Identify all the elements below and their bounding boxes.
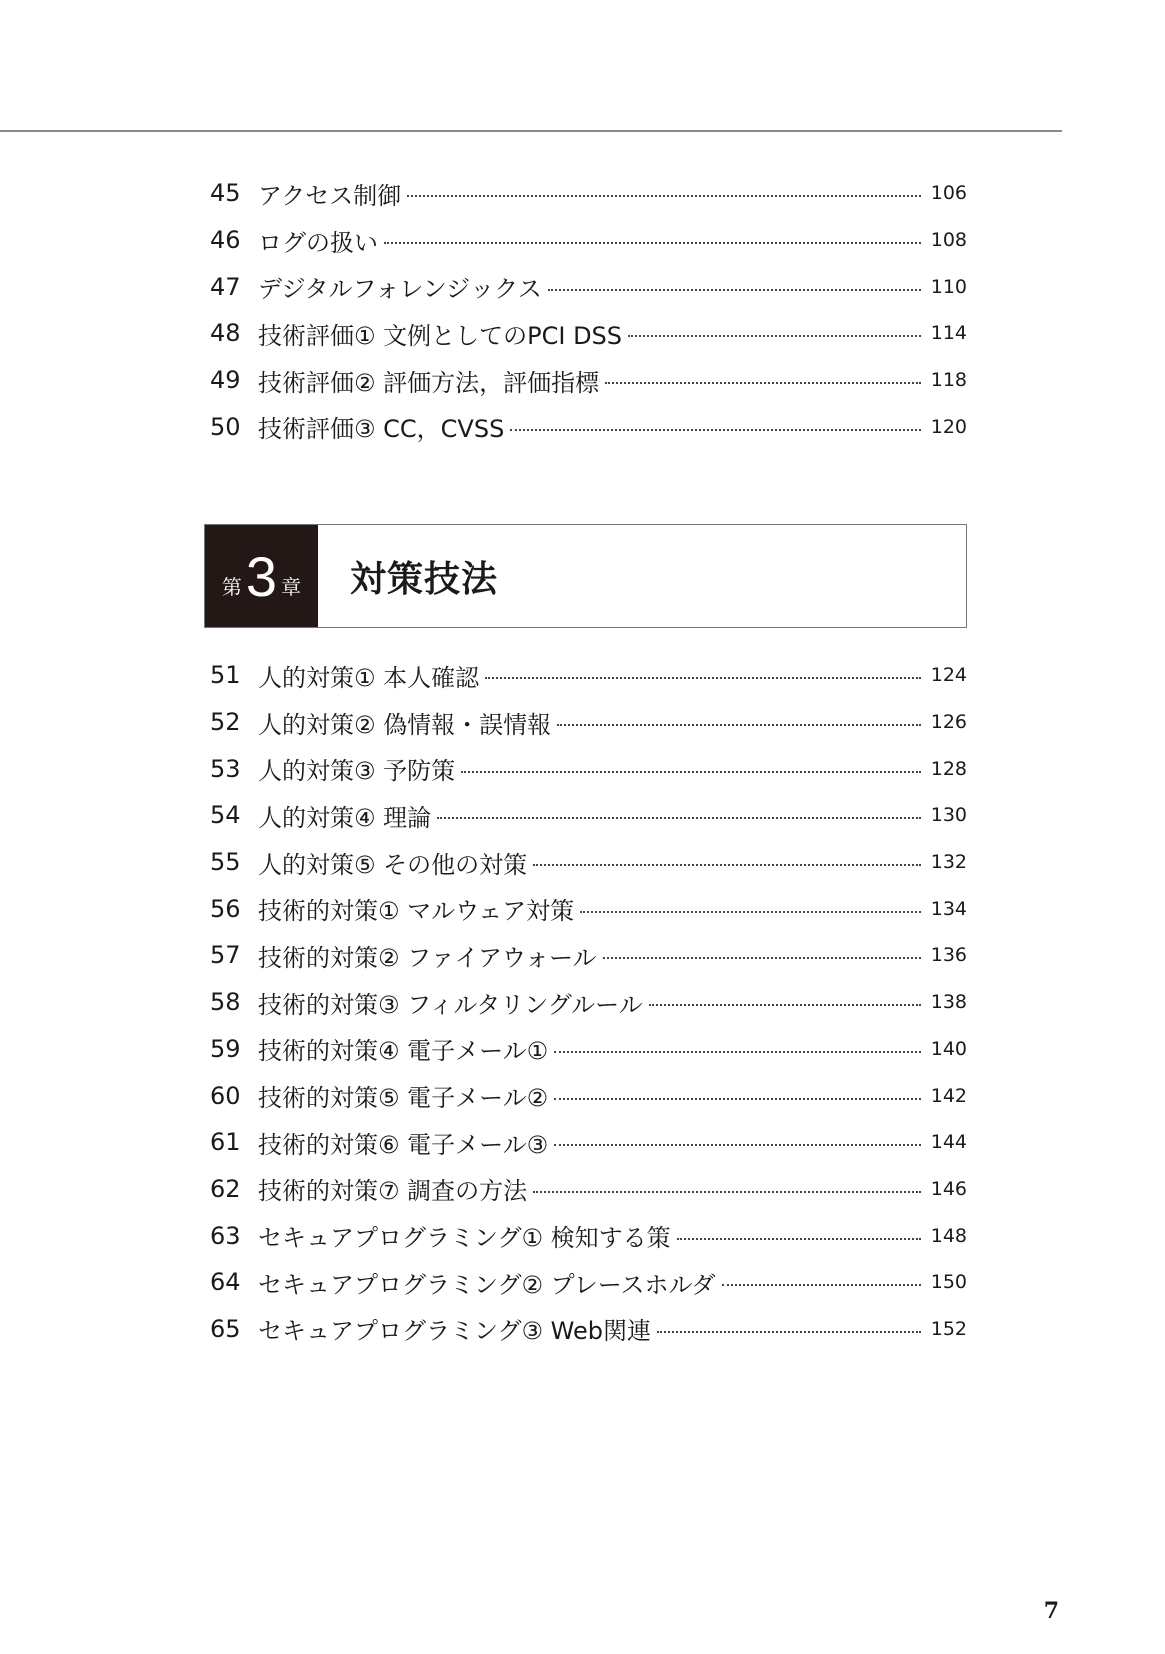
toc-entry-page: 150: [930, 1271, 967, 1294]
toc-entry[interactable]: [210, 979, 967, 1026]
chapter-prefix: 第: [221, 574, 242, 599]
toc-entry-title: 技術評価① 文例としてのPCI DSS: [258, 321, 623, 350]
toc-entry[interactable]: [210, 1259, 967, 1306]
toc-entry[interactable]: [210, 932, 967, 979]
toc-entry-page: 128: [930, 757, 967, 780]
toc-entry[interactable]: [210, 699, 967, 746]
chapter-label: [205, 525, 318, 627]
toc-entry-number: 60: [210, 1081, 241, 1110]
toc-entry-title: 技術的対策③ フィルタリングルール: [258, 990, 643, 1019]
toc-entry-page: 138: [930, 991, 967, 1014]
toc-entry[interactable]: [210, 403, 967, 450]
toc-leader-dots: [407, 195, 921, 197]
toc-leader-dots: [628, 335, 921, 337]
chapter-heading: [204, 524, 967, 628]
toc-entry-number: 46: [210, 226, 241, 255]
toc-entry[interactable]: [210, 745, 967, 792]
toc-entry[interactable]: [210, 839, 967, 886]
toc-entry[interactable]: [210, 170, 967, 217]
toc-entry-page: 120: [930, 415, 967, 438]
toc-entry-title: 人的対策① 本人確認: [258, 663, 480, 692]
toc-entry-number: 49: [210, 366, 241, 395]
toc-leader-dots: [649, 1004, 921, 1006]
toc-leader-dots: [722, 1284, 921, 1286]
toc-entry-page: 136: [930, 944, 967, 967]
toc-entry-number: 51: [210, 661, 241, 690]
toc-entry-page: 106: [930, 182, 967, 205]
toc-entry-number: 57: [210, 941, 241, 970]
toc-entry-page: 152: [930, 1317, 967, 1340]
toc-entry-page: 108: [930, 229, 967, 252]
toc-section-top: [210, 170, 967, 450]
toc-leader-dots: [384, 242, 921, 244]
toc-entry-page: 142: [930, 1084, 967, 1107]
toc-entry-number: 53: [210, 754, 241, 783]
toc-section-bottom: [210, 652, 967, 1352]
toc-entry-page: 114: [930, 322, 967, 345]
toc-entry[interactable]: [210, 357, 967, 404]
toc-leader-dots: [461, 771, 921, 773]
toc-leader-dots: [557, 724, 921, 726]
toc-entry[interactable]: [210, 263, 967, 310]
toc-entry-title: 人的対策② 偽情報・誤情報: [258, 710, 552, 739]
toc-entry-title: セキュアプログラミング③ Web関連: [258, 1317, 651, 1346]
toc-entry-title: 技術的対策② ファイアウォール: [258, 943, 597, 972]
toc-leader-dots: [657, 1331, 921, 1333]
toc-entry-title: 技術評価② 評価方法，評価指標: [258, 368, 600, 397]
toc-entry-number: 52: [210, 708, 241, 737]
toc-entry-number: 62: [210, 1174, 241, 1203]
toc-entry-title: セキュアプログラミング① 検知する策: [258, 1224, 671, 1253]
toc-entry-title: 人的対策③ 予防策: [258, 757, 456, 786]
toc-entry-page: 134: [930, 897, 967, 920]
toc-entry[interactable]: [210, 1026, 967, 1073]
toc-leader-dots: [437, 817, 921, 819]
toc-entry[interactable]: [210, 1212, 967, 1259]
toc-entry-title: セキュアプログラミング② プレースホルダ: [258, 1270, 716, 1299]
toc-entry-page: 140: [930, 1037, 967, 1060]
toc-entry-number: 48: [210, 319, 241, 348]
toc-entry[interactable]: [210, 1306, 967, 1353]
toc-entry-title: 技術的対策⑥ 電子メール③: [258, 1130, 549, 1159]
chapter-number: 3: [245, 544, 278, 608]
toc-entry-page: 144: [930, 1131, 967, 1154]
toc-entry-page: 146: [930, 1177, 967, 1200]
toc-leader-dots: [485, 677, 921, 679]
toc-entry-number: 56: [210, 894, 241, 923]
toc-entry[interactable]: [210, 652, 967, 699]
toc-entry-title: デジタルフォレンジックス: [258, 275, 542, 304]
toc-entry-page: 118: [930, 369, 967, 392]
toc-entry[interactable]: [210, 310, 967, 357]
toc-entry-title: 人的対策⑤ その他の対策: [258, 850, 528, 879]
toc-entry-title: 技術評価③ CC，CVSS: [258, 415, 505, 444]
toc-entry[interactable]: [210, 885, 967, 932]
header-rule: [0, 130, 1062, 132]
toc-entry-title: ログの扱い: [258, 228, 378, 257]
page-number: 7: [1043, 1598, 1059, 1624]
toc-leader-dots: [580, 911, 921, 913]
toc-entry-page: 124: [930, 664, 967, 687]
toc-entry[interactable]: [210, 792, 967, 839]
toc-leader-dots: [603, 957, 921, 959]
toc-entry-page: 130: [930, 804, 967, 827]
toc-entry-number: 47: [210, 272, 241, 301]
toc-entry-number: 45: [210, 179, 241, 208]
toc-entry-title: 技術的対策⑤ 電子メール②: [258, 1084, 549, 1113]
chapter-suffix: 章: [281, 574, 302, 599]
toc-entry[interactable]: [210, 1072, 967, 1119]
toc-entry-number: 64: [210, 1268, 241, 1297]
toc-leader-dots: [605, 382, 921, 384]
toc-entry-number: 55: [210, 848, 241, 877]
toc-entry-number: 50: [210, 412, 241, 441]
toc-entry-number: 65: [210, 1314, 241, 1343]
toc-entry-title: 技術的対策① マルウェア対策: [258, 897, 575, 926]
toc-entry-title: アクセス制御: [258, 181, 402, 210]
toc-entry-number: 63: [210, 1221, 241, 1250]
toc-entry[interactable]: [210, 1119, 967, 1166]
toc-leader-dots: [554, 1144, 921, 1146]
toc-leader-dots: [533, 864, 921, 866]
toc-entry-page: 148: [930, 1224, 967, 1247]
toc-entry-title: 技術的対策⑦ 調査の方法: [258, 1177, 528, 1206]
toc-entry[interactable]: [210, 1166, 967, 1213]
toc-entry[interactable]: [210, 217, 967, 264]
toc-leader-dots: [554, 1051, 921, 1053]
chapter-title: 対策技法: [350, 558, 499, 600]
toc-leader-dots: [533, 1191, 921, 1193]
toc-entry-number: 58: [210, 988, 241, 1017]
toc-leader-dots: [548, 289, 921, 291]
toc-entry-number: 59: [210, 1034, 241, 1063]
toc-entry-title: 人的対策④ 理論: [258, 803, 432, 832]
toc-leader-dots: [510, 429, 921, 431]
toc-entry-number: 61: [210, 1128, 241, 1157]
toc-leader-dots: [677, 1238, 921, 1240]
toc-leader-dots: [554, 1098, 921, 1100]
toc-entry-title: 技術的対策④ 電子メール①: [258, 1037, 549, 1066]
toc-entry-page: 132: [930, 851, 967, 874]
toc-entry-number: 54: [210, 801, 241, 830]
toc-entry-page: 126: [930, 711, 967, 734]
toc-entry-page: 110: [930, 275, 967, 298]
